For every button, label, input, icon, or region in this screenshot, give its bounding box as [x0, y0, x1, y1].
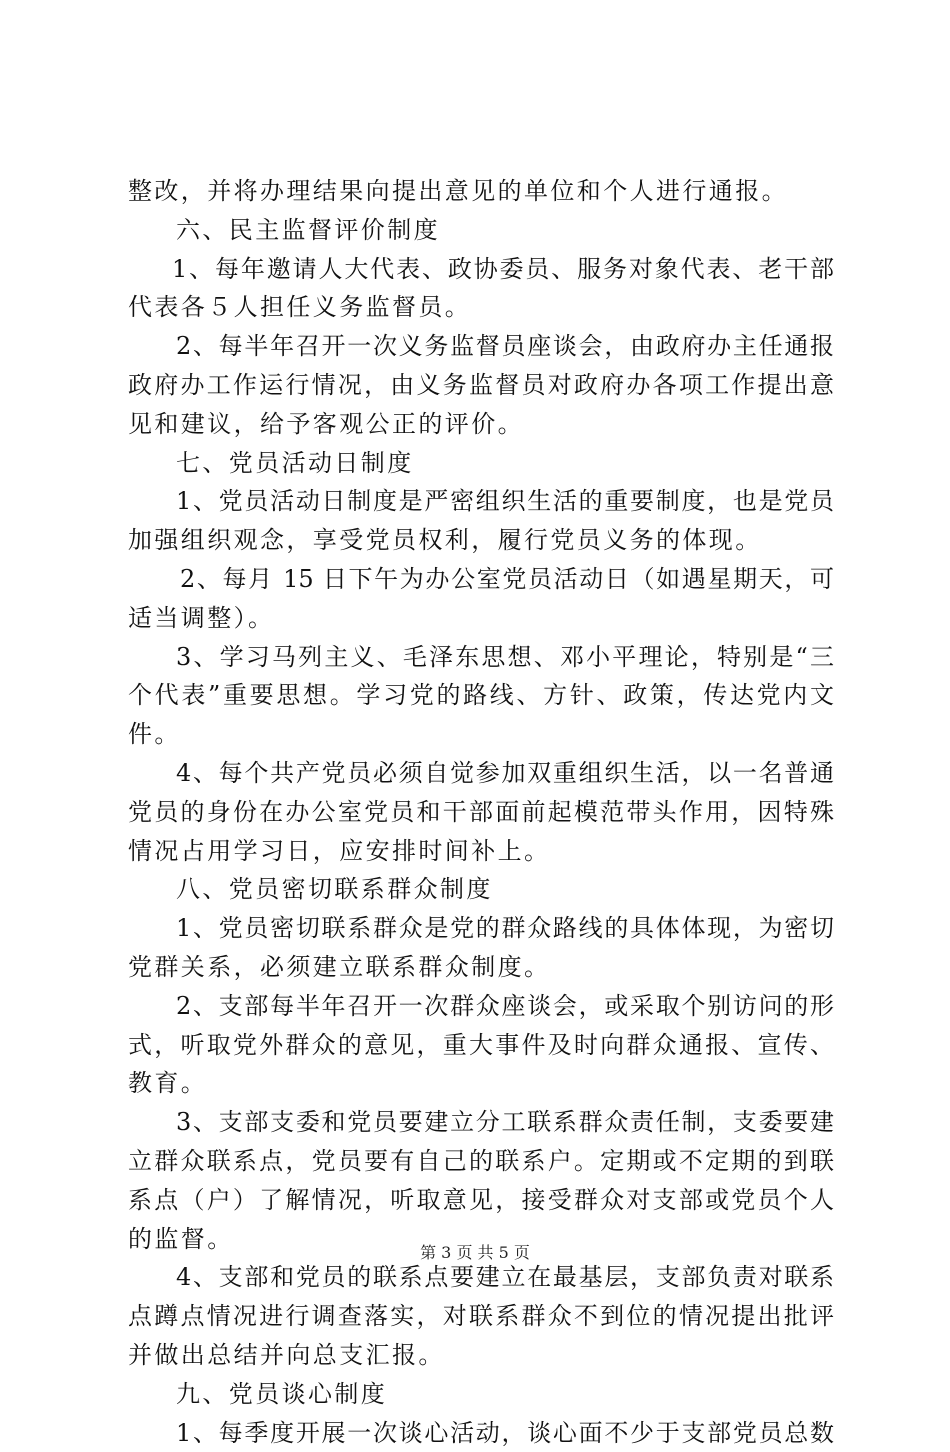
text-line: 并做出总结并向总支汇报。: [128, 1336, 834, 1375]
section-heading: 八、党员密切联系群众制度: [128, 870, 834, 909]
text-line: 3、支部支委和党员要建立分工联系群众责任制，支委要建: [128, 1103, 834, 1142]
text-line: 整改，并将办理结果向提出意见的单位和个人进行通报。: [128, 172, 834, 211]
text-line: 适当调整）。: [128, 599, 834, 638]
text-line: 代表各５人担任义务监督员。: [128, 288, 834, 327]
text-line: 1、党员密切联系群众是党的群众路线的具体体现，为密切: [128, 909, 834, 948]
text-line: 加强组织观念，享受党员权利，履行党员义务的体现。: [128, 521, 834, 560]
text-line: 式，听取党外群众的意见，重大事件及时向群众通报、宣传、: [128, 1026, 834, 1065]
text-line: 1、每季度开展一次谈心活动，谈心面不少于支部党员总数: [128, 1414, 834, 1452]
text-line: 件。: [128, 715, 834, 754]
text-line: 政府办工作运行情况，由义务监督员对政府办各项工作提出意: [128, 366, 834, 405]
text-line: 1、每年邀请人大代表、政协委员、服务对象代表、老干部: [128, 250, 834, 289]
text-line: 2、每半年召开一次义务监督员座谈会，由政府办主任通报: [128, 327, 834, 366]
text-line: 党员的身份在办公室党员和干部面前起模范带头作用，因特殊: [128, 793, 834, 832]
text-line: 立群众联系点，党员要有自己的联系户。定期或不定期的到联: [128, 1142, 834, 1181]
text-line: 点蹲点情况进行调查落实，对联系群众不到位的情况提出批评: [128, 1297, 834, 1336]
text-line: 4、每个共产党员必须自觉参加双重组织生活，以一名普通: [128, 754, 834, 793]
section-heading: 七、党员活动日制度: [128, 444, 834, 483]
text-line: 2、每月 15 日下午为办公室党员活动日（如遇星期天，可: [128, 560, 834, 599]
text-line: 教育。: [128, 1064, 834, 1103]
text-line: 个代表”重要思想。学习党的路线、方针、政策，传达党内文: [128, 676, 834, 715]
section-heading: 六、民主监督评价制度: [128, 211, 834, 250]
text-line: 情况占用学习日，应安排时间补上。: [128, 832, 834, 871]
section-heading: 九、党员谈心制度: [128, 1375, 834, 1414]
page-footer: 第 3 页 共 5 页: [0, 1241, 950, 1265]
text-line: 的监督。: [128, 1220, 834, 1259]
text-line: 见和建议，给予客观公正的评价。: [128, 405, 834, 444]
text-line: 1、党员活动日制度是严密组织生活的重要制度，也是党员: [128, 482, 834, 521]
text-line: 党群关系，必须建立联系群众制度。: [128, 948, 834, 987]
text-line: 2、支部每半年召开一次群众座谈会，或采取个别访问的形: [128, 987, 834, 1026]
text-line: 系点（户）了解情况，听取意见，接受群众对支部或党员个人: [128, 1181, 834, 1220]
text-line: 3、学习马列主义、毛泽东思想、邓小平理论，特别是“三: [128, 638, 834, 677]
text-line: 4、支部和党员的联系点要建立在最基层，支部负责对联系: [128, 1258, 834, 1297]
